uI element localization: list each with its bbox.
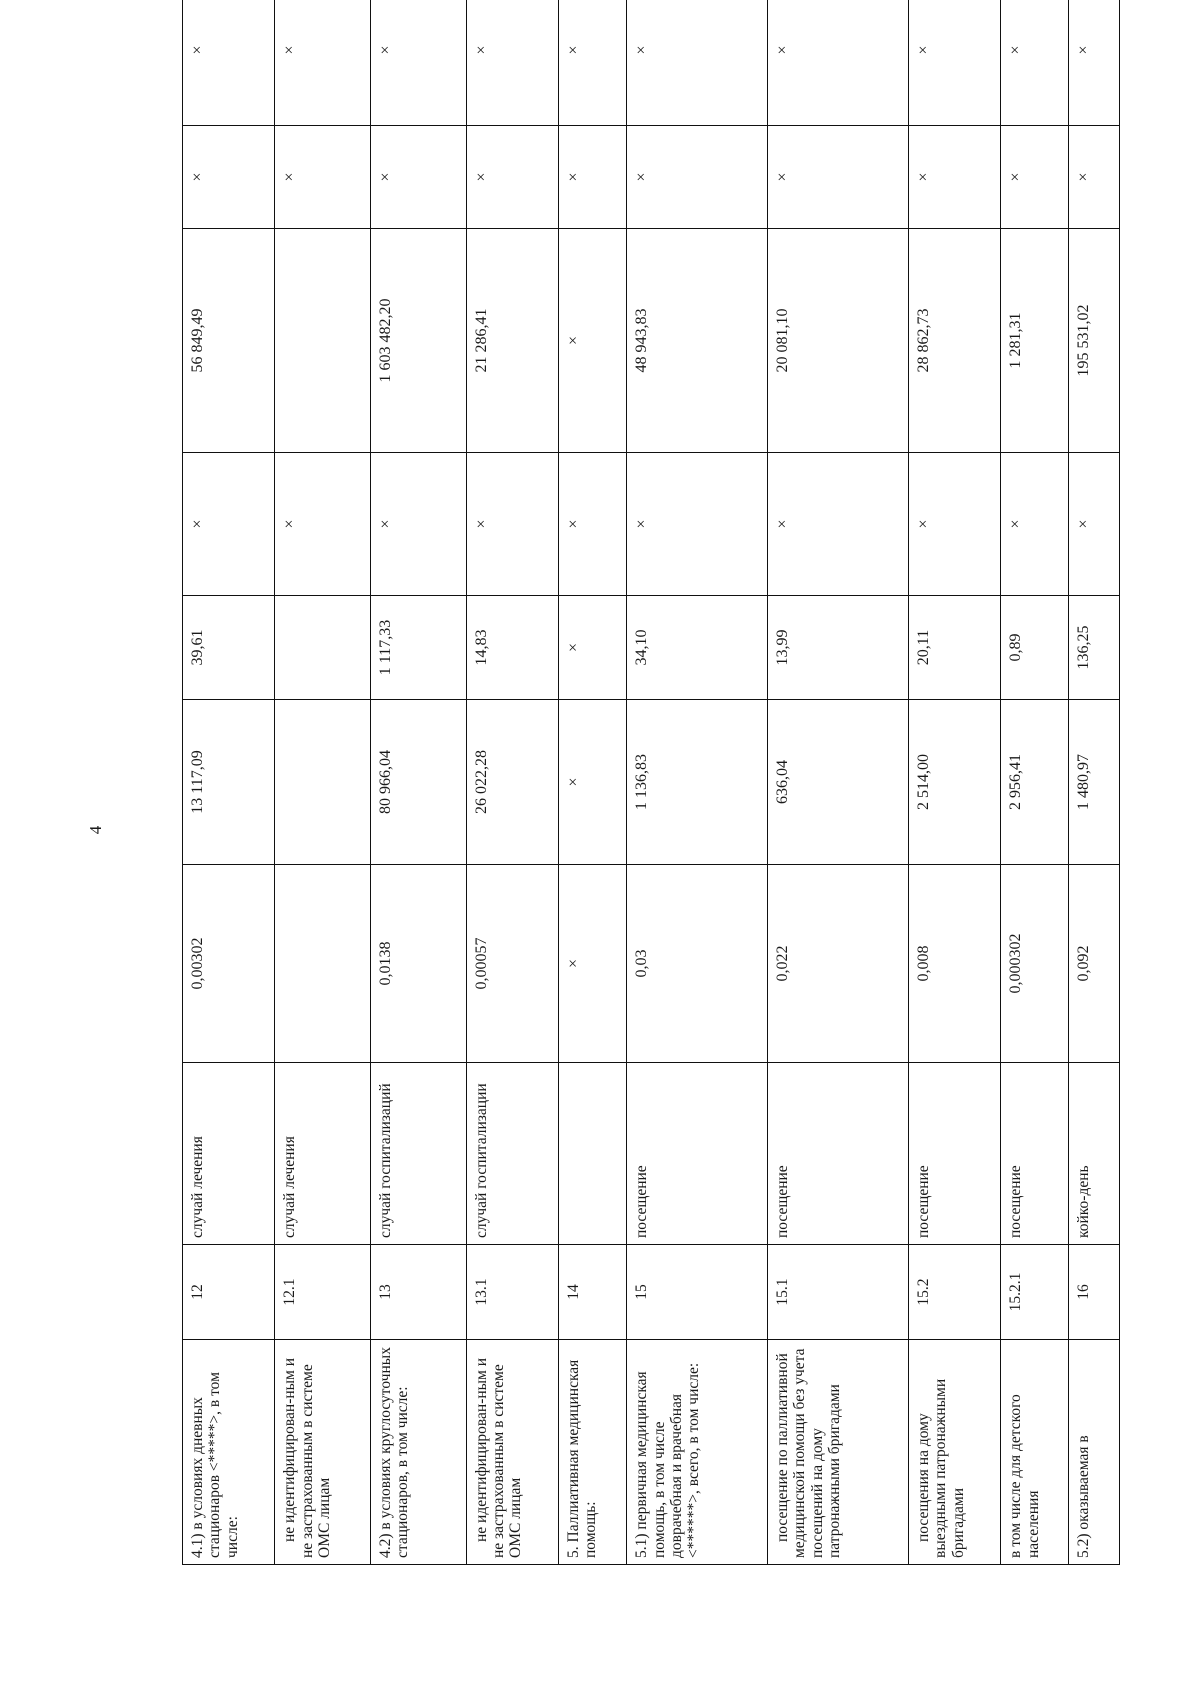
table-row	[1001, 0, 1069, 1565]
per-capita-budget-cell	[275, 596, 371, 700]
table-row	[908, 0, 1000, 1565]
row-number-cell: 12	[183, 1245, 275, 1340]
row-number-cell: 15	[627, 1245, 768, 1340]
volume-norm-cell: 0,022	[768, 865, 909, 1063]
row-number-cell: 13.1	[466, 1245, 558, 1340]
table-row	[466, 0, 558, 1565]
per-capita-budget-cell: ×	[559, 596, 627, 700]
volume-norm-cell: ×	[559, 865, 627, 1063]
document-table	[182, 0, 1120, 1565]
row-name-cell: 5.1) первичная медицинская помощь, в том числе доврачебная и врачебная <******>, всего, в том числе:	[627, 1340, 768, 1565]
per-capita-oms-cell: ×	[1069, 453, 1120, 596]
table-row	[1069, 0, 1120, 1565]
cost-norm-cell	[275, 700, 371, 865]
total-oms-cell: ×	[466, 126, 558, 229]
percent-cell: ×	[627, 0, 768, 126]
row-name-cell: посещение по паллиативной медицинской помощи без учета посещений на дому патронажными бригадами	[768, 1340, 909, 1565]
page-number: 4	[86, 825, 105, 835]
cost-norm-cell: 636,04	[768, 700, 909, 865]
percent-cell: ×	[1069, 0, 1120, 126]
percent-cell: ×	[908, 0, 1000, 126]
total-oms-cell: ×	[371, 126, 467, 229]
per-capita-oms-cell: ×	[627, 453, 768, 596]
unit-cell: посещение	[768, 1063, 909, 1245]
total-budget-cell	[275, 229, 371, 453]
total-budget-cell: 21 286,41	[466, 229, 558, 453]
total-budget-cell: 56 849,49	[183, 229, 275, 453]
total-oms-cell: ×	[1001, 126, 1069, 229]
per-capita-oms-cell: ×	[275, 453, 371, 596]
percent-cell: ×	[768, 0, 909, 126]
total-budget-cell: 20 081,10	[768, 229, 909, 453]
total-oms-cell: ×	[627, 126, 768, 229]
per-capita-oms-cell: ×	[183, 453, 275, 596]
percent-cell: ×	[275, 0, 371, 126]
table-row	[627, 0, 768, 1565]
total-oms-cell: ×	[559, 126, 627, 229]
row-name-cell: 5.2) оказываемая в	[1069, 1340, 1120, 1565]
unit-cell: случай лечения	[275, 1063, 371, 1245]
per-capita-oms-cell: ×	[1001, 453, 1069, 596]
percent-cell: ×	[183, 0, 275, 126]
row-name-cell: 4.1) в условиях дневных стационаров <*****>, в том числе:	[183, 1340, 275, 1565]
volume-norm-cell: 0,000302	[1001, 865, 1069, 1063]
per-capita-budget-cell: 1 117,33	[371, 596, 467, 700]
cost-norm-cell: 2 514,00	[908, 700, 1000, 865]
unit-cell	[559, 1063, 627, 1245]
per-capita-budget-cell: 34,10	[627, 596, 768, 700]
total-oms-cell: ×	[275, 126, 371, 229]
unit-cell: случай лечения	[183, 1063, 275, 1245]
per-capita-budget-cell: 39,61	[183, 596, 275, 700]
per-capita-budget-cell: 20,11	[908, 596, 1000, 700]
unit-cell: посещение	[627, 1063, 768, 1245]
table-body	[183, 0, 1120, 1565]
per-capita-oms-cell: ×	[466, 453, 558, 596]
per-capita-budget-cell: 136,25	[1069, 596, 1120, 700]
cost-norm-cell: 13 117,09	[183, 700, 275, 865]
volume-norm-cell: 0,03	[627, 865, 768, 1063]
total-oms-cell: ×	[183, 126, 275, 229]
row-number-cell: 15.2	[908, 1245, 1000, 1340]
per-capita-oms-cell: ×	[559, 453, 627, 596]
volume-norm-cell	[275, 865, 371, 1063]
row-name-cell: 5. Паллиативная медицинская помощь:	[559, 1340, 627, 1565]
total-budget-cell: 1 281,31	[1001, 229, 1069, 453]
row-number-cell: 15.1	[768, 1245, 909, 1340]
total-budget-cell: 195 531,02	[1069, 229, 1120, 453]
total-budget-cell: 48 943,83	[627, 229, 768, 453]
total-budget-cell: 28 862,73	[908, 229, 1000, 453]
volume-norm-cell: 0,008	[908, 865, 1000, 1063]
per-capita-budget-cell: 0,89	[1001, 596, 1069, 700]
total-oms-cell: ×	[908, 126, 1000, 229]
volume-norm-cell: 0,092	[1069, 865, 1120, 1063]
per-capita-oms-cell: ×	[371, 453, 467, 596]
per-capita-oms-cell: ×	[908, 453, 1000, 596]
volume-norm-cell: 0,00057	[466, 865, 558, 1063]
row-name-cell: посещения на дому выездными патронажными бригадами	[908, 1340, 1000, 1565]
table-row	[183, 0, 275, 1565]
row-number-cell: 16	[1069, 1245, 1120, 1340]
table-row	[371, 0, 467, 1565]
unit-cell: посещение	[908, 1063, 1000, 1245]
cost-norm-cell: 2 956,41	[1001, 700, 1069, 865]
table-row	[768, 0, 909, 1565]
unit-cell: посещение	[1001, 1063, 1069, 1245]
table-row	[275, 0, 371, 1565]
unit-cell: койко-день	[1069, 1063, 1120, 1245]
cost-norm-cell: ×	[559, 700, 627, 865]
per-capita-budget-cell: 13,99	[768, 596, 909, 700]
row-name-cell: не идентифицирован-ным и не застрахованным в системе ОМС лицам	[466, 1340, 558, 1565]
volume-norm-cell: 0,0138	[371, 865, 467, 1063]
total-budget-cell: ×	[559, 229, 627, 453]
cost-norm-cell: 1 480,97	[1069, 700, 1120, 865]
row-name-cell: 4.2) в условиях круглосуточных стационаров, в том числе:	[371, 1340, 467, 1565]
row-number-cell: 12.1	[275, 1245, 371, 1340]
total-budget-cell: 1 603 482,20	[371, 229, 467, 453]
cost-norm-cell: 80 966,04	[371, 700, 467, 865]
unit-cell: случай госпитализаций	[371, 1063, 467, 1245]
total-oms-cell: ×	[1069, 126, 1120, 229]
percent-cell: ×	[559, 0, 627, 126]
row-name-cell: в том числе для детского населения	[1001, 1340, 1069, 1565]
row-name-cell: не идентифицирован-ным и не застрахованным в системе ОМС лицам	[275, 1340, 371, 1565]
per-capita-oms-cell: ×	[768, 453, 909, 596]
total-oms-cell: ×	[768, 126, 909, 229]
unit-cell: случай госпитализации	[466, 1063, 558, 1245]
cost-norm-cell: 1 136,83	[627, 700, 768, 865]
volume-norm-cell: 0,00302	[183, 865, 275, 1063]
row-number-cell: 15.2.1	[1001, 1245, 1069, 1340]
table-row	[559, 0, 627, 1565]
document-table-rotated	[182, 45, 1120, 1565]
percent-cell: ×	[371, 0, 467, 126]
row-number-cell: 14	[559, 1245, 627, 1340]
cost-norm-cell: 26 022,28	[466, 700, 558, 865]
percent-cell: ×	[1001, 0, 1069, 126]
per-capita-budget-cell: 14,83	[466, 596, 558, 700]
percent-cell: ×	[466, 0, 558, 126]
row-number-cell: 13	[371, 1245, 467, 1340]
